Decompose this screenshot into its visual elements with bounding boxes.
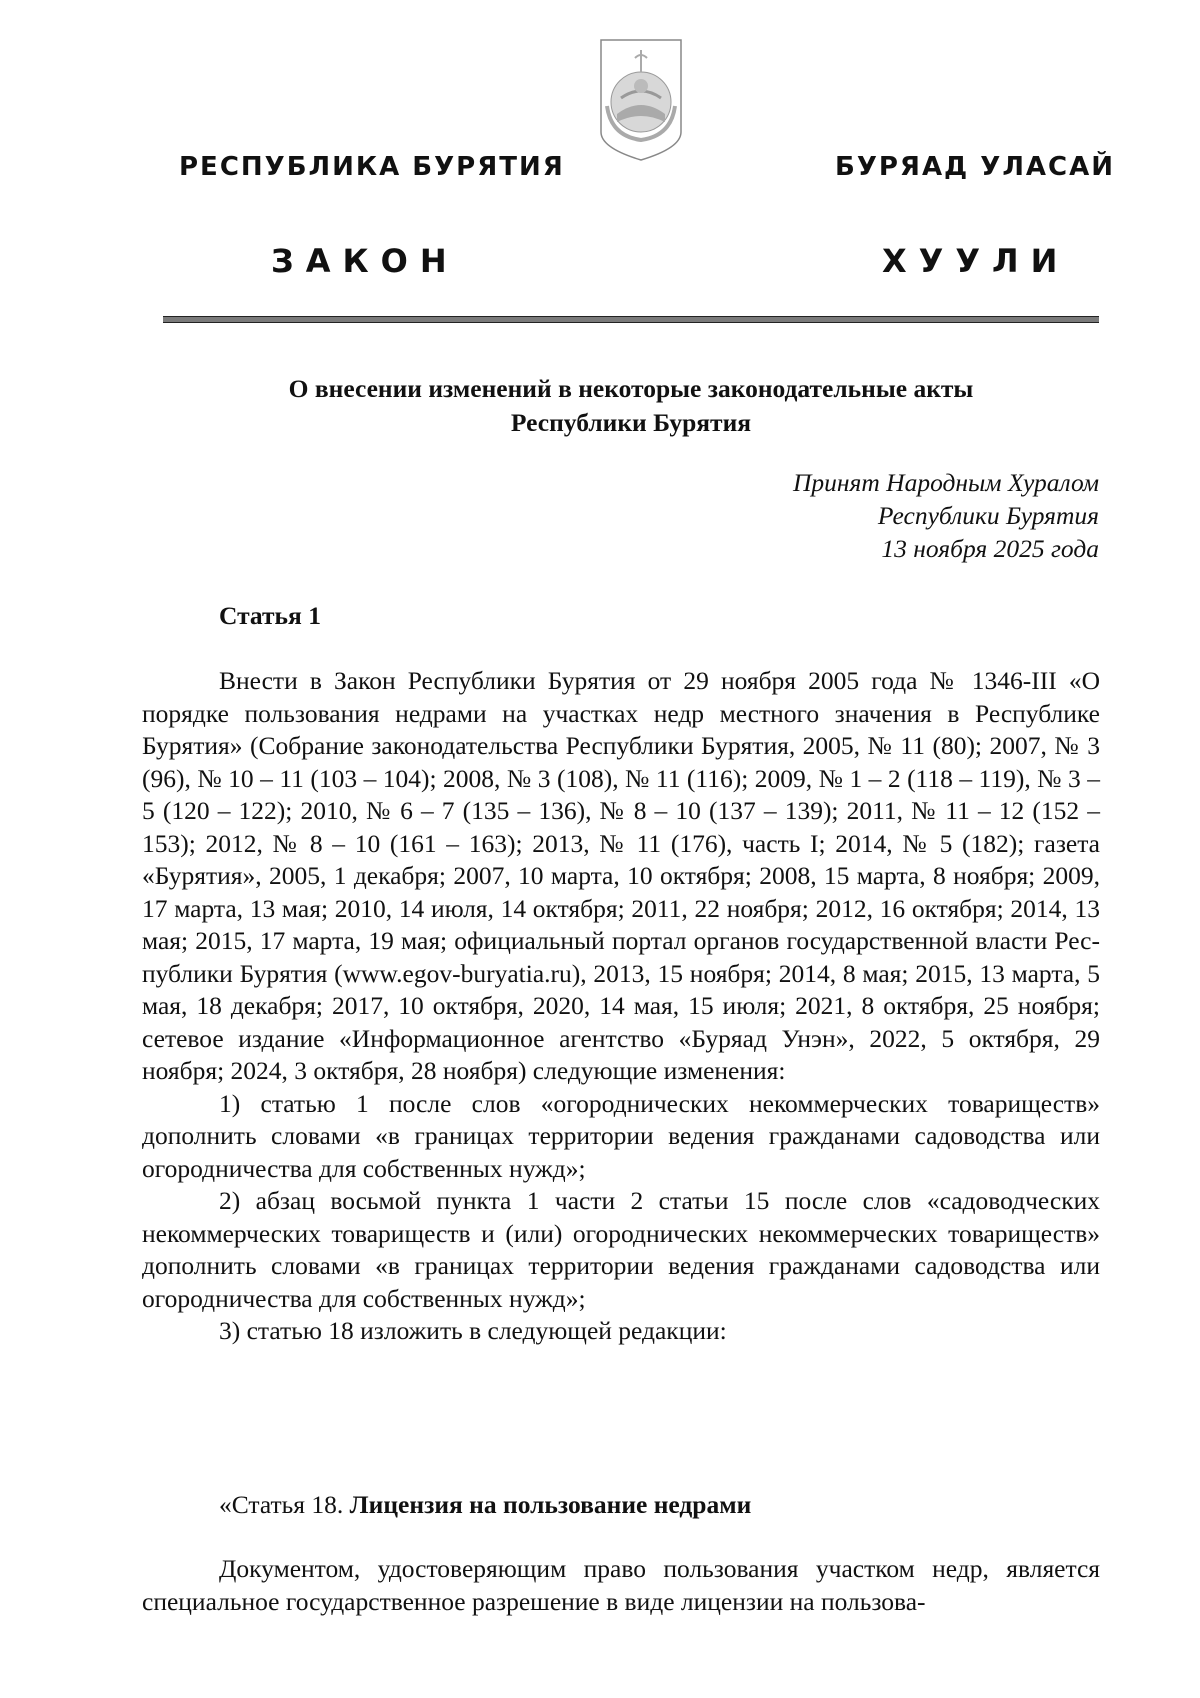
article-1-item-2: 2) абзац восьмой пункта 1 части 2 статьи 15 после слов «садоводческих некоммерческих товариществ и (или) огороднических некоммерческих товариществ» дополнить словами «в границах территории ведения гражданами садоводства или огородничества для собственных нужд»; — [142, 1186, 1100, 1313]
republic-name-bua: БУРЯАД УЛАСАЙ — [835, 152, 1115, 182]
republic-name-ru: РЕСПУБЛИКА БУРЯТИЯ — [179, 152, 565, 182]
law-label-bua: ХУУЛИ — [882, 242, 1070, 280]
article-18-body — [142, 1553, 1100, 1618]
article-18-title: Лицензия на пользование недрами — [349, 1490, 752, 1519]
adoption-line-1: Принят Народным Хуралом — [792, 468, 1099, 497]
adoption-line-2: Республики Бурятия — [877, 501, 1099, 530]
article-18-heading — [219, 1490, 751, 1520]
coat-of-arms-emblem-icon — [597, 36, 685, 164]
article-1-item-1: 1) статью 1 после слов «огороднических некоммерческих товариществ» дополнить словами «в границах территории ведения гражданами садоводства или огородничества для собственных нужд»; — [142, 1088, 1100, 1183]
article-18-paragraph: Документом, удостоверяющим право пользования участком недр, является специальное государственное разрешение в виде лицензии на пользова- — [142, 1554, 1100, 1616]
adoption-note — [600, 466, 1099, 565]
article-1-intro-paragraph: Внести в Закон Республики Бурятия от 29 ноября 2005 года № 1346-III «О порядке пользования недрами на участках недр местного значения в Республике Бурятия» (Собрание законодательства Республики Бурятия, 2005, № 11 (80); 2007, № 3 (96), № 10 – 11 (103 – 104); 2008, № 3 (108), № 11 (116); 2009, № 1 – 2 (118 – 119), № 3 – 5 (120 – 122); 2010, № 6 – 7 (135 – 136), № 8 – 10 (137 – 139); 2011, № 11 – 12 (152 – 153); 2012, № 8 – 10 (161 – 163); 2013, № 11 (176), часть I; 2014, № 5 (182); газета «Бурятия», 2005, 1 декабря; 2007, 10 марта, 10 октября; 2008, 15 марта, 8 ноября; 2009, 17 марта, 13 мая; 2010, 14 июля, 14 октября; 2011, 22 ноября; 2012, 16 октября; 2014, 13 мая; 2015, 17 марта, 19 мая; официальный портал органов государственной власти Республики Бурятия (www.egov-buryatia.ru), 2013, 15 ноября; 2014, 8 мая; 2015, 13 марта, 5 мая, 18 декабря; 2017, 10 октября, 2020, 14 мая, 15 июля; 2021, 8 октября, 25 ноября; сетевое издание «Информационное агентство «Буряад Унэн», 2022, 5 октября, 29 ноября; 2024, 3 октября, 28 ноября) следующие изменения: — [142, 666, 1100, 1085]
adoption-line-3: 13 ноября 2025 года — [881, 534, 1099, 563]
article-18-prefix: «Статья 18. — [219, 1490, 350, 1519]
article-1-item-3: 3) статью 18 изложить в следующей редакции: — [219, 1316, 727, 1345]
article-1-heading: Статья 1 — [219, 601, 321, 630]
title-line-1: О внесении изменений в некоторые законодательные акты — [288, 374, 974, 403]
article-1-body — [142, 665, 1100, 1348]
title-line-2: Республики Бурятия — [510, 408, 752, 437]
document-title — [163, 372, 1099, 440]
header-divider — [163, 316, 1099, 323]
law-label-ru: ЗАКОН — [271, 242, 459, 280]
